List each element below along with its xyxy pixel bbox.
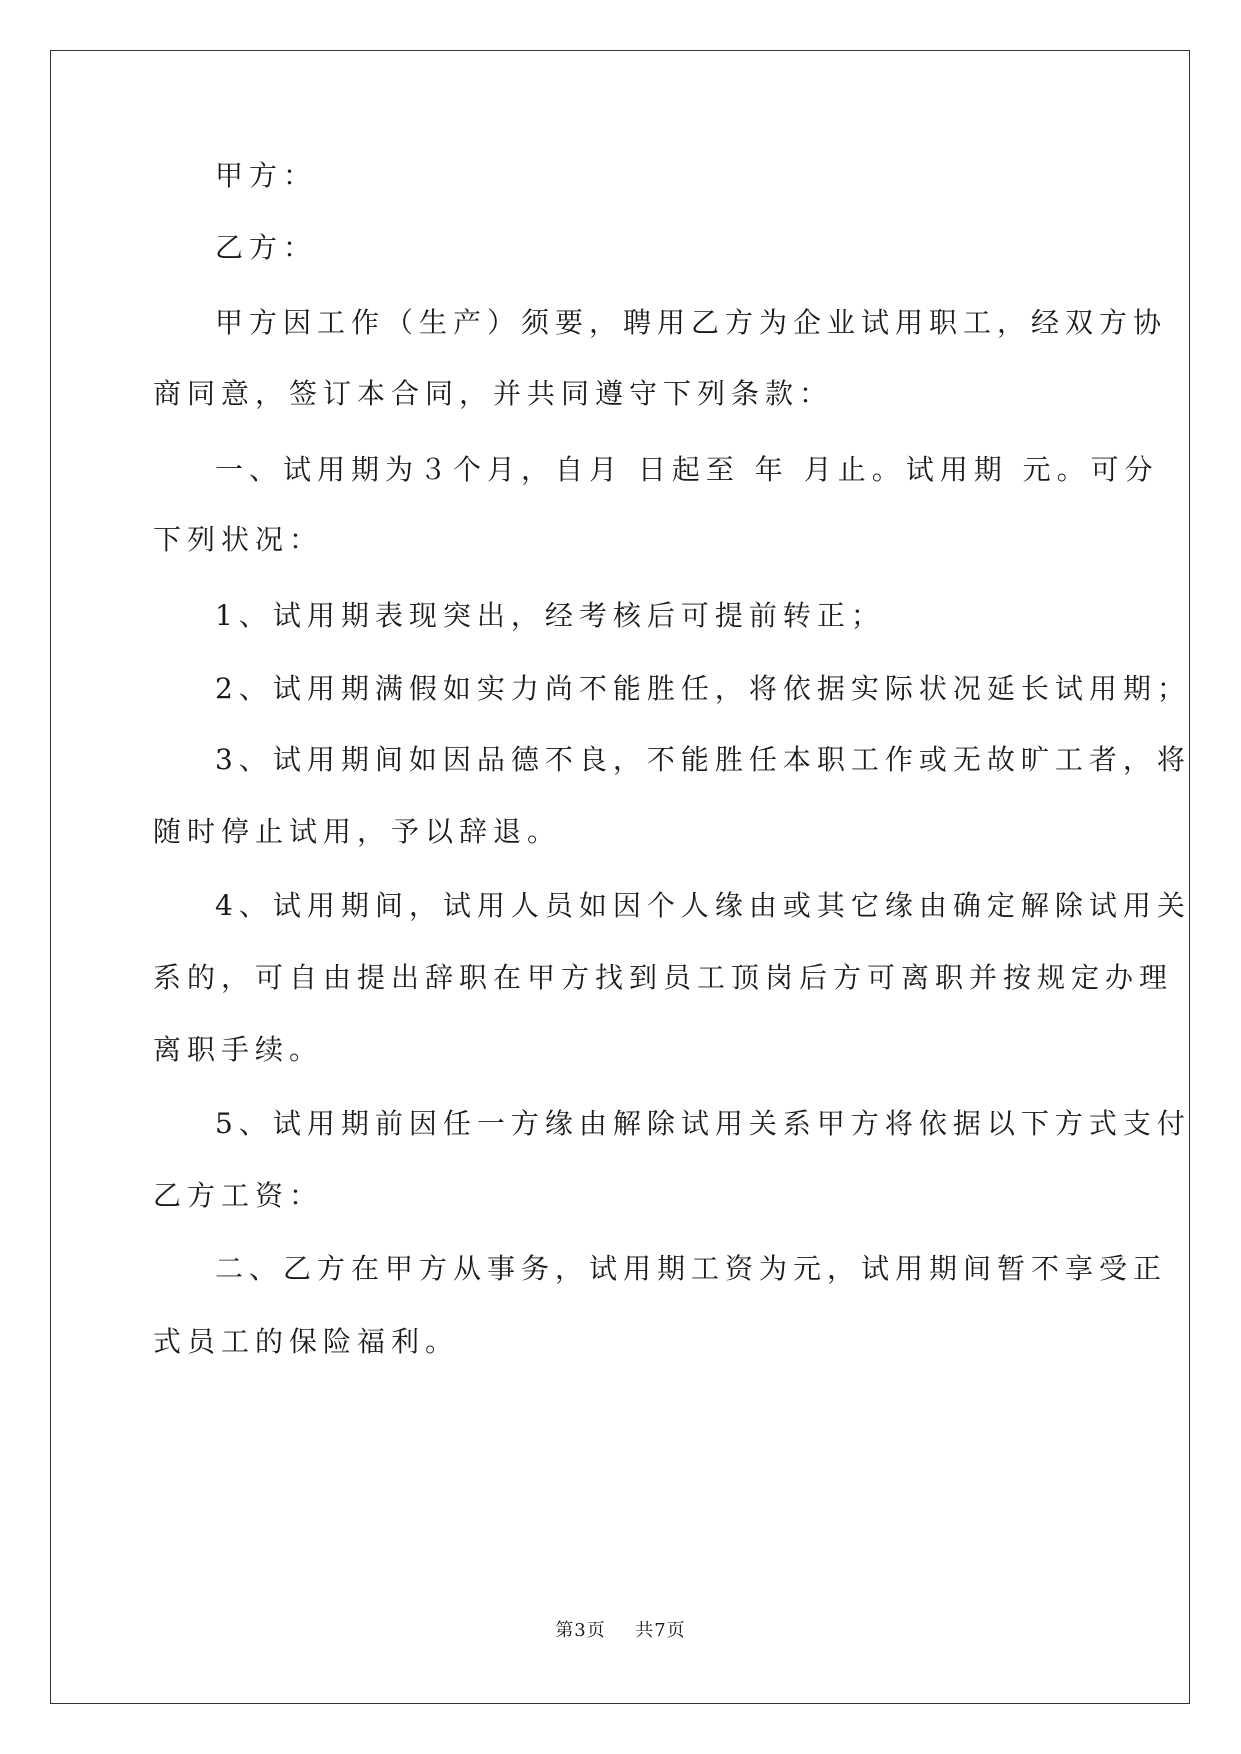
page-border: [50, 50, 1190, 1704]
party-a-line: 甲方：: [215, 159, 318, 192]
item-3-line-2: 随时停止试用，予以辞退。: [153, 815, 562, 848]
clause-1-line-2: 下列状况：: [153, 523, 324, 556]
current-page-label: 第3页: [555, 1620, 606, 1641]
item-4-line-3: 离职手续。: [153, 1033, 324, 1066]
item-2-line: 2、试用期满假如实力尚不能胜任，将依据实际状况延长试用期；: [215, 672, 1191, 705]
party-b-line: 乙方：: [215, 231, 318, 264]
page-footer: [0, 1616, 1241, 1642]
item-1-line: 1、试用期表现突出，经考核后可提前转正；: [215, 599, 885, 632]
item-3-line-1: 3、试用期间如因品德不良，不能胜任本职工作或无故旷工者，将: [215, 743, 1191, 776]
item-5-line-2: 乙方工资：: [153, 1179, 324, 1212]
item-4-line-2: 系的，可自由提出辞职在甲方找到员工顶岗后方可离职并按规定办理: [153, 961, 1174, 994]
total-pages-label: 共7页: [635, 1620, 686, 1641]
item-5-line-1: 5、试用期前因任一方缘由解除试用关系甲方将依据以下方式支付: [215, 1107, 1191, 1140]
clause-2-line-1: 二、乙方在甲方从事务，试用期工资为元，试用期间暂不享受正: [215, 1252, 1168, 1285]
item-4-line-1: 4、试用期间，试用人员如因个人缘由或其它缘由确定解除试用关: [215, 889, 1191, 922]
clause-1-line-1: 一、试用期为３个月，自月 日起至 年 月止。试用期 元。可分: [215, 453, 1159, 486]
intro-line-1: 甲方因工作（生产）须要，聘用乙方为企业试用职工，经双方协: [215, 306, 1168, 339]
clause-2-line-2: 式员工的保险福利。: [153, 1325, 460, 1358]
intro-line-2: 商同意，签订本合同，并共同遵守下列条款：: [153, 377, 834, 410]
